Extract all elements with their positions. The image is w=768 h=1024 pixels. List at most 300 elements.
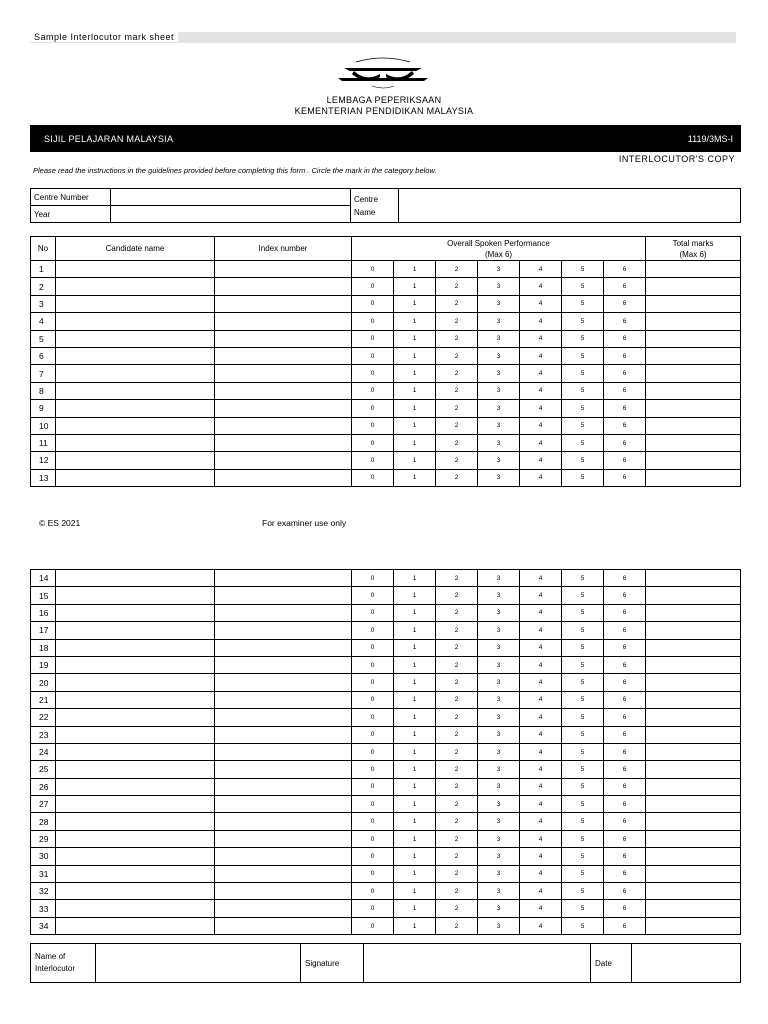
mark-option-0[interactable]: 0: [352, 883, 394, 900]
mark-option-3[interactable]: 3: [478, 347, 520, 364]
mark-option-6[interactable]: 6: [604, 691, 646, 708]
mark-option-6[interactable]: 6: [604, 400, 646, 417]
mark-option-3[interactable]: 3: [478, 726, 520, 743]
mark-option-6[interactable]: 6: [604, 382, 646, 399]
index-number-field[interactable]: [215, 813, 352, 830]
mark-option-1[interactable]: 1: [394, 761, 436, 778]
total-marks-field[interactable]: [646, 452, 741, 469]
candidate-name-field[interactable]: [56, 883, 215, 900]
mark-option-2[interactable]: 2: [436, 570, 478, 587]
mark-option-5[interactable]: 5: [562, 347, 604, 364]
total-marks-field[interactable]: [646, 278, 741, 295]
mark-option-6[interactable]: 6: [604, 570, 646, 587]
mark-option-1[interactable]: 1: [394, 330, 436, 347]
mark-option-0[interactable]: 0: [352, 691, 394, 708]
candidate-name-field[interactable]: [56, 848, 215, 865]
mark-option-4[interactable]: 4: [520, 796, 562, 813]
index-number-field[interactable]: [215, 848, 352, 865]
mark-option-1[interactable]: 1: [394, 434, 436, 451]
mark-option-2[interactable]: 2: [436, 622, 478, 639]
mark-option-5[interactable]: 5: [562, 691, 604, 708]
centre-name-field[interactable]: [399, 189, 741, 223]
total-marks-field[interactable]: [646, 848, 741, 865]
mark-option-1[interactable]: 1: [394, 365, 436, 382]
mark-option-3[interactable]: 3: [478, 434, 520, 451]
mark-option-6[interactable]: 6: [604, 604, 646, 621]
mark-option-0[interactable]: 0: [352, 570, 394, 587]
mark-option-4[interactable]: 4: [520, 417, 562, 434]
mark-option-5[interactable]: 5: [562, 570, 604, 587]
mark-option-1[interactable]: 1: [394, 674, 436, 691]
index-number-field[interactable]: [215, 417, 352, 434]
mark-option-5[interactable]: 5: [562, 813, 604, 830]
mark-option-0[interactable]: 0: [352, 452, 394, 469]
mark-option-6[interactable]: 6: [604, 417, 646, 434]
mark-option-4[interactable]: 4: [520, 743, 562, 760]
mark-option-4[interactable]: 4: [520, 900, 562, 917]
index-number-field[interactable]: [215, 452, 352, 469]
mark-option-1[interactable]: 1: [394, 865, 436, 882]
total-marks-field[interactable]: [646, 434, 741, 451]
mark-option-0[interactable]: 0: [352, 743, 394, 760]
mark-option-6[interactable]: 6: [604, 313, 646, 330]
mark-option-4[interactable]: 4: [520, 778, 562, 795]
mark-option-3[interactable]: 3: [478, 622, 520, 639]
mark-option-2[interactable]: 2: [436, 365, 478, 382]
mark-option-1[interactable]: 1: [394, 452, 436, 469]
candidate-name-field[interactable]: [56, 587, 215, 604]
index-number-field[interactable]: [215, 865, 352, 882]
mark-option-2[interactable]: 2: [436, 778, 478, 795]
index-number-field[interactable]: [215, 587, 352, 604]
mark-option-4[interactable]: 4: [520, 278, 562, 295]
candidate-name-field[interactable]: [56, 865, 215, 882]
mark-option-1[interactable]: 1: [394, 295, 436, 312]
mark-option-5[interactable]: 5: [562, 295, 604, 312]
index-number-field[interactable]: [215, 691, 352, 708]
candidate-name-field[interactable]: [56, 570, 215, 587]
mark-option-4[interactable]: 4: [520, 452, 562, 469]
mark-option-2[interactable]: 2: [436, 639, 478, 656]
mark-option-5[interactable]: 5: [562, 883, 604, 900]
mark-option-3[interactable]: 3: [478, 382, 520, 399]
index-number-field[interactable]: [215, 570, 352, 587]
index-number-field[interactable]: [215, 278, 352, 295]
mark-option-3[interactable]: 3: [478, 778, 520, 795]
mark-option-1[interactable]: 1: [394, 313, 436, 330]
mark-option-5[interactable]: 5: [562, 469, 604, 486]
candidate-name-field[interactable]: [56, 261, 215, 278]
total-marks-field[interactable]: [646, 570, 741, 587]
mark-option-1[interactable]: 1: [394, 570, 436, 587]
index-number-field[interactable]: [215, 639, 352, 656]
mark-option-1[interactable]: 1: [394, 656, 436, 673]
candidate-name-field[interactable]: [56, 674, 215, 691]
mark-option-1[interactable]: 1: [394, 900, 436, 917]
mark-option-6[interactable]: 6: [604, 434, 646, 451]
total-marks-field[interactable]: [646, 813, 741, 830]
total-marks-field[interactable]: [646, 261, 741, 278]
mark-option-0[interactable]: 0: [352, 848, 394, 865]
mark-option-5[interactable]: 5: [562, 452, 604, 469]
mark-option-6[interactable]: 6: [604, 865, 646, 882]
mark-option-6[interactable]: 6: [604, 830, 646, 847]
mark-option-5[interactable]: 5: [562, 313, 604, 330]
mark-option-0[interactable]: 0: [352, 674, 394, 691]
mark-option-6[interactable]: 6: [604, 917, 646, 934]
mark-option-5[interactable]: 5: [562, 709, 604, 726]
total-marks-field[interactable]: [646, 400, 741, 417]
mark-option-6[interactable]: 6: [604, 295, 646, 312]
candidate-name-field[interactable]: [56, 726, 215, 743]
mark-option-3[interactable]: 3: [478, 604, 520, 621]
mark-option-3[interactable]: 3: [478, 417, 520, 434]
mark-option-4[interactable]: 4: [520, 365, 562, 382]
mark-option-4[interactable]: 4: [520, 261, 562, 278]
index-number-field[interactable]: [215, 656, 352, 673]
mark-option-2[interactable]: 2: [436, 417, 478, 434]
mark-option-6[interactable]: 6: [604, 848, 646, 865]
mark-option-4[interactable]: 4: [520, 400, 562, 417]
mark-option-0[interactable]: 0: [352, 900, 394, 917]
mark-option-0[interactable]: 0: [352, 709, 394, 726]
candidate-name-field[interactable]: [56, 400, 215, 417]
centre-number-field[interactable]: [111, 189, 351, 206]
mark-option-5[interactable]: 5: [562, 796, 604, 813]
mark-option-0[interactable]: 0: [352, 313, 394, 330]
mark-option-2[interactable]: 2: [436, 469, 478, 486]
mark-option-6[interactable]: 6: [604, 674, 646, 691]
mark-option-3[interactable]: 3: [478, 587, 520, 604]
total-marks-field[interactable]: [646, 656, 741, 673]
mark-option-5[interactable]: 5: [562, 778, 604, 795]
mark-option-6[interactable]: 6: [604, 261, 646, 278]
mark-option-2[interactable]: 2: [436, 709, 478, 726]
mark-option-6[interactable]: 6: [604, 900, 646, 917]
index-number-field[interactable]: [215, 830, 352, 847]
total-marks-field[interactable]: [646, 796, 741, 813]
candidate-name-field[interactable]: [56, 639, 215, 656]
total-marks-field[interactable]: [646, 883, 741, 900]
mark-option-1[interactable]: 1: [394, 382, 436, 399]
candidate-name-field[interactable]: [56, 278, 215, 295]
candidate-name-field[interactable]: [56, 813, 215, 830]
mark-option-0[interactable]: 0: [352, 639, 394, 656]
index-number-field[interactable]: [215, 796, 352, 813]
mark-option-5[interactable]: 5: [562, 830, 604, 847]
total-marks-field[interactable]: [646, 674, 741, 691]
mark-option-5[interactable]: 5: [562, 865, 604, 882]
mark-option-2[interactable]: 2: [436, 604, 478, 621]
mark-option-0[interactable]: 0: [352, 278, 394, 295]
mark-option-4[interactable]: 4: [520, 674, 562, 691]
mark-option-5[interactable]: 5: [562, 261, 604, 278]
mark-option-4[interactable]: 4: [520, 639, 562, 656]
total-marks-field[interactable]: [646, 639, 741, 656]
total-marks-field[interactable]: [646, 469, 741, 486]
index-number-field[interactable]: [215, 709, 352, 726]
signature-field[interactable]: [364, 944, 591, 983]
mark-option-1[interactable]: 1: [394, 796, 436, 813]
mark-option-4[interactable]: 4: [520, 848, 562, 865]
total-marks-field[interactable]: [646, 830, 741, 847]
mark-option-2[interactable]: 2: [436, 452, 478, 469]
mark-option-5[interactable]: 5: [562, 382, 604, 399]
total-marks-field[interactable]: [646, 604, 741, 621]
mark-option-6[interactable]: 6: [604, 726, 646, 743]
total-marks-field[interactable]: [646, 691, 741, 708]
mark-option-5[interactable]: 5: [562, 400, 604, 417]
mark-option-6[interactable]: 6: [604, 587, 646, 604]
mark-option-6[interactable]: 6: [604, 469, 646, 486]
mark-option-6[interactable]: 6: [604, 639, 646, 656]
mark-option-1[interactable]: 1: [394, 261, 436, 278]
candidate-name-field[interactable]: [56, 796, 215, 813]
mark-option-3[interactable]: 3: [478, 761, 520, 778]
mark-option-4[interactable]: 4: [520, 883, 562, 900]
candidate-name-field[interactable]: [56, 604, 215, 621]
candidate-name-field[interactable]: [56, 691, 215, 708]
candidate-name-field[interactable]: [56, 417, 215, 434]
candidate-name-field[interactable]: [56, 761, 215, 778]
candidate-name-field[interactable]: [56, 900, 215, 917]
candidate-name-field[interactable]: [56, 622, 215, 639]
mark-option-2[interactable]: 2: [436, 743, 478, 760]
mark-option-3[interactable]: 3: [478, 365, 520, 382]
mark-option-6[interactable]: 6: [604, 365, 646, 382]
total-marks-field[interactable]: [646, 900, 741, 917]
index-number-field[interactable]: [215, 883, 352, 900]
mark-option-3[interactable]: 3: [478, 674, 520, 691]
mark-option-4[interactable]: 4: [520, 813, 562, 830]
mark-option-4[interactable]: 4: [520, 570, 562, 587]
mark-option-6[interactable]: 6: [604, 796, 646, 813]
mark-option-5[interactable]: 5: [562, 434, 604, 451]
index-number-field[interactable]: [215, 365, 352, 382]
mark-option-2[interactable]: 2: [436, 796, 478, 813]
mark-option-2[interactable]: 2: [436, 313, 478, 330]
mark-option-4[interactable]: 4: [520, 917, 562, 934]
mark-option-1[interactable]: 1: [394, 347, 436, 364]
total-marks-field[interactable]: [646, 587, 741, 604]
index-number-field[interactable]: [215, 330, 352, 347]
mark-option-6[interactable]: 6: [604, 709, 646, 726]
mark-option-2[interactable]: 2: [436, 830, 478, 847]
mark-option-2[interactable]: 2: [436, 382, 478, 399]
mark-option-0[interactable]: 0: [352, 295, 394, 312]
mark-option-3[interactable]: 3: [478, 313, 520, 330]
mark-option-4[interactable]: 4: [520, 469, 562, 486]
mark-option-6[interactable]: 6: [604, 883, 646, 900]
total-marks-field[interactable]: [646, 295, 741, 312]
candidate-name-field[interactable]: [56, 295, 215, 312]
index-number-field[interactable]: [215, 917, 352, 934]
mark-option-1[interactable]: 1: [394, 417, 436, 434]
mark-option-3[interactable]: 3: [478, 656, 520, 673]
total-marks-field[interactable]: [646, 417, 741, 434]
mark-option-3[interactable]: 3: [478, 813, 520, 830]
mark-option-1[interactable]: 1: [394, 726, 436, 743]
mark-option-6[interactable]: 6: [604, 813, 646, 830]
mark-option-4[interactable]: 4: [520, 709, 562, 726]
total-marks-field[interactable]: [646, 313, 741, 330]
mark-option-4[interactable]: 4: [520, 347, 562, 364]
total-marks-field[interactable]: [646, 347, 741, 364]
index-number-field[interactable]: [215, 261, 352, 278]
mark-option-5[interactable]: 5: [562, 900, 604, 917]
mark-option-2[interactable]: 2: [436, 761, 478, 778]
mark-option-4[interactable]: 4: [520, 313, 562, 330]
mark-option-1[interactable]: 1: [394, 743, 436, 760]
mark-option-3[interactable]: 3: [478, 865, 520, 882]
index-number-field[interactable]: [215, 400, 352, 417]
mark-option-2[interactable]: 2: [436, 883, 478, 900]
mark-option-0[interactable]: 0: [352, 604, 394, 621]
candidate-name-field[interactable]: [56, 452, 215, 469]
mark-option-0[interactable]: 0: [352, 813, 394, 830]
mark-option-0[interactable]: 0: [352, 434, 394, 451]
mark-option-3[interactable]: 3: [478, 261, 520, 278]
mark-option-5[interactable]: 5: [562, 622, 604, 639]
mark-option-2[interactable]: 2: [436, 261, 478, 278]
mark-option-0[interactable]: 0: [352, 726, 394, 743]
candidate-name-field[interactable]: [56, 365, 215, 382]
mark-option-2[interactable]: 2: [436, 587, 478, 604]
mark-option-4[interactable]: 4: [520, 726, 562, 743]
mark-option-0[interactable]: 0: [352, 587, 394, 604]
candidate-name-field[interactable]: [56, 434, 215, 451]
mark-option-3[interactable]: 3: [478, 452, 520, 469]
mark-option-3[interactable]: 3: [478, 709, 520, 726]
mark-option-5[interactable]: 5: [562, 330, 604, 347]
mark-option-1[interactable]: 1: [394, 848, 436, 865]
index-number-field[interactable]: [215, 604, 352, 621]
mark-option-2[interactable]: 2: [436, 865, 478, 882]
mark-option-1[interactable]: 1: [394, 778, 436, 795]
total-marks-field[interactable]: [646, 917, 741, 934]
mark-option-0[interactable]: 0: [352, 330, 394, 347]
mark-option-4[interactable]: 4: [520, 330, 562, 347]
mark-option-5[interactable]: 5: [562, 656, 604, 673]
candidate-name-field[interactable]: [56, 709, 215, 726]
interlocutor-name-field[interactable]: [96, 944, 301, 983]
total-marks-field[interactable]: [646, 726, 741, 743]
mark-option-4[interactable]: 4: [520, 295, 562, 312]
candidate-name-field[interactable]: [56, 382, 215, 399]
mark-option-3[interactable]: 3: [478, 900, 520, 917]
mark-option-4[interactable]: 4: [520, 656, 562, 673]
mark-option-2[interactable]: 2: [436, 917, 478, 934]
mark-option-1[interactable]: 1: [394, 813, 436, 830]
mark-option-6[interactable]: 6: [604, 761, 646, 778]
mark-option-3[interactable]: 3: [478, 400, 520, 417]
mark-option-6[interactable]: 6: [604, 778, 646, 795]
mark-option-1[interactable]: 1: [394, 278, 436, 295]
candidate-name-field[interactable]: [56, 778, 215, 795]
mark-option-0[interactable]: 0: [352, 365, 394, 382]
mark-option-5[interactable]: 5: [562, 639, 604, 656]
mark-option-5[interactable]: 5: [562, 848, 604, 865]
mark-option-5[interactable]: 5: [562, 278, 604, 295]
mark-option-6[interactable]: 6: [604, 743, 646, 760]
mark-option-0[interactable]: 0: [352, 778, 394, 795]
mark-option-6[interactable]: 6: [604, 452, 646, 469]
index-number-field[interactable]: [215, 469, 352, 486]
mark-option-2[interactable]: 2: [436, 726, 478, 743]
mark-option-2[interactable]: 2: [436, 674, 478, 691]
candidate-name-field[interactable]: [56, 830, 215, 847]
mark-option-5[interactable]: 5: [562, 726, 604, 743]
mark-option-0[interactable]: 0: [352, 917, 394, 934]
index-number-field[interactable]: [215, 900, 352, 917]
mark-option-1[interactable]: 1: [394, 917, 436, 934]
index-number-field[interactable]: [215, 743, 352, 760]
mark-option-1[interactable]: 1: [394, 587, 436, 604]
mark-option-2[interactable]: 2: [436, 848, 478, 865]
mark-option-1[interactable]: 1: [394, 883, 436, 900]
mark-option-5[interactable]: 5: [562, 587, 604, 604]
mark-option-6[interactable]: 6: [604, 347, 646, 364]
mark-option-2[interactable]: 2: [436, 813, 478, 830]
mark-option-3[interactable]: 3: [478, 570, 520, 587]
mark-option-2[interactable]: 2: [436, 400, 478, 417]
mark-option-5[interactable]: 5: [562, 743, 604, 760]
mark-option-3[interactable]: 3: [478, 848, 520, 865]
candidate-name-field[interactable]: [56, 656, 215, 673]
year-field[interactable]: [111, 206, 351, 223]
candidate-name-field[interactable]: [56, 469, 215, 486]
mark-option-5[interactable]: 5: [562, 417, 604, 434]
mark-option-0[interactable]: 0: [352, 417, 394, 434]
mark-option-3[interactable]: 3: [478, 917, 520, 934]
mark-option-4[interactable]: 4: [520, 691, 562, 708]
mark-option-3[interactable]: 3: [478, 796, 520, 813]
mark-option-0[interactable]: 0: [352, 622, 394, 639]
index-number-field[interactable]: [215, 382, 352, 399]
mark-option-6[interactable]: 6: [604, 330, 646, 347]
mark-option-4[interactable]: 4: [520, 434, 562, 451]
mark-option-0[interactable]: 0: [352, 261, 394, 278]
total-marks-field[interactable]: [646, 778, 741, 795]
mark-option-1[interactable]: 1: [394, 604, 436, 621]
mark-option-0[interactable]: 0: [352, 830, 394, 847]
mark-option-3[interactable]: 3: [478, 295, 520, 312]
mark-option-4[interactable]: 4: [520, 865, 562, 882]
mark-option-3[interactable]: 3: [478, 330, 520, 347]
mark-option-4[interactable]: 4: [520, 587, 562, 604]
candidate-name-field[interactable]: [56, 330, 215, 347]
mark-option-3[interactable]: 3: [478, 469, 520, 486]
total-marks-field[interactable]: [646, 382, 741, 399]
total-marks-field[interactable]: [646, 330, 741, 347]
mark-option-3[interactable]: 3: [478, 743, 520, 760]
mark-option-3[interactable]: 3: [478, 278, 520, 295]
mark-option-2[interactable]: 2: [436, 691, 478, 708]
mark-option-0[interactable]: 0: [352, 796, 394, 813]
mark-option-2[interactable]: 2: [436, 656, 478, 673]
mark-option-3[interactable]: 3: [478, 691, 520, 708]
mark-option-0[interactable]: 0: [352, 347, 394, 364]
total-marks-field[interactable]: [646, 622, 741, 639]
total-marks-field[interactable]: [646, 743, 741, 760]
candidate-name-field[interactable]: [56, 917, 215, 934]
mark-option-3[interactable]: 3: [478, 639, 520, 656]
total-marks-field[interactable]: [646, 709, 741, 726]
mark-option-1[interactable]: 1: [394, 639, 436, 656]
mark-option-6[interactable]: 6: [604, 622, 646, 639]
candidate-name-field[interactable]: [56, 313, 215, 330]
index-number-field[interactable]: [215, 726, 352, 743]
